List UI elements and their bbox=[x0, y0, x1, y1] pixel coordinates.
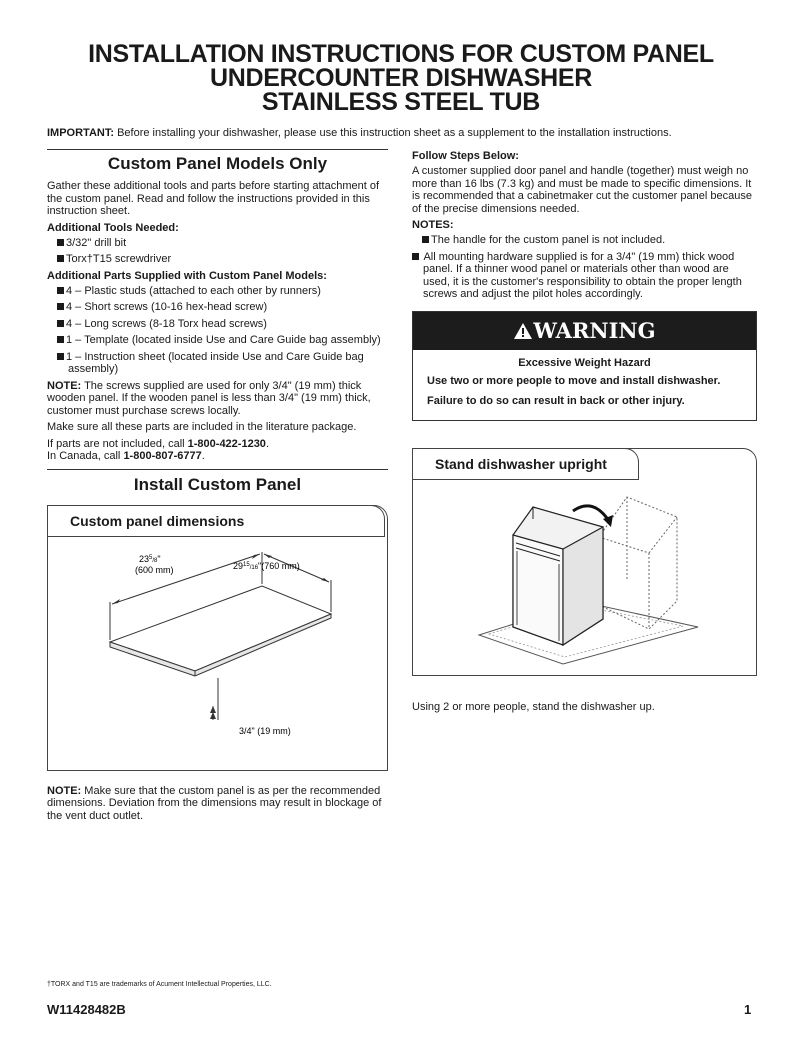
page-number: 1 bbox=[744, 1002, 752, 1017]
bottom-note: NOTE: Make sure that the custom panel is as per the recommended dimensions. Deviation from the dimensions may result in blockage of the vent duct outlet. bbox=[47, 784, 382, 822]
bullet-square-icon bbox=[57, 320, 64, 327]
upright-caption: Using 2 or more people, stand the dishwasher up. bbox=[412, 700, 655, 713]
list-item: Torx†T15 screwdriver bbox=[47, 253, 388, 266]
title-line-3: STAINLESS STEEL TUB bbox=[261, 88, 541, 116]
bullet-square-icon bbox=[57, 239, 64, 246]
panel-dimensions-diagram bbox=[48, 506, 387, 770]
warning-title: Excessive Weight Hazard bbox=[518, 356, 651, 369]
warning-banner bbox=[413, 312, 756, 350]
us-phone-number: 1-800-422-1230 bbox=[187, 437, 266, 450]
dimensions-box bbox=[47, 505, 388, 771]
parts-heading: Additional Parts Supplied with Custom Panel Models: bbox=[47, 269, 327, 282]
list-item: 1 – Instruction sheet (located inside Use and Care Guide bag assembly) bbox=[47, 351, 388, 376]
section-divider bbox=[47, 469, 388, 470]
width-dimension-mm: (600 mm) bbox=[135, 564, 174, 575]
dishwasher-upright-illustration bbox=[413, 449, 756, 675]
left-column bbox=[47, 149, 388, 826]
width-dimension-label: $23^5_{/8}$" bbox=[139, 553, 161, 564]
steps-paragraph: A customer supplied door panel and handle (together) must weigh no more than 16 lbs (7.3 kg) and must be made to specific dimensions. It is recommended that a cabinetmaker cut the customer panel because of the precise dimensions needed. bbox=[412, 165, 752, 215]
notes-list bbox=[412, 234, 757, 301]
screws-note: NOTE: The screws supplied are used for only 3/4" (19 mm) thick wooden panel. If the wooden panel is less than 3/4" (19 mm) thick, customer must purchase screws locally. bbox=[47, 379, 371, 417]
notes-heading: NOTES: bbox=[412, 219, 454, 231]
page-title bbox=[0, 42, 802, 114]
tools-heading: Additional Tools Needed: bbox=[47, 221, 179, 234]
dimensions-box-title: Custom panel dimensions bbox=[47, 505, 385, 537]
list-item: The handle for the custom panel is not included. bbox=[412, 234, 757, 247]
canada-phone-number: 1-800-807-6777 bbox=[123, 450, 202, 462]
bullet-square-icon bbox=[57, 303, 64, 310]
right-column bbox=[412, 150, 757, 717]
steps-heading: Follow Steps Below: bbox=[412, 150, 519, 162]
height-dimension-label: $29^{15}_{/16}"(760$ mm) bbox=[233, 560, 300, 571]
title-line-2: UNDERCOUNTER DISHWASHER bbox=[209, 64, 592, 92]
contact-numbers: If parts are not included, call 1-800-422-1230. In Canada, call 1-800-807-6777. bbox=[47, 437, 269, 462]
custom-panel-heading: Custom Panel Models Only bbox=[107, 154, 328, 173]
tools-list bbox=[47, 237, 388, 266]
make-sure-text: Make sure all these parts are included in the literature package. bbox=[47, 421, 357, 433]
important-text: Before installing your dishwasher, please use this instruction sheet as a supplement to the installation instructions. bbox=[114, 127, 672, 139]
list-item: All mounting hardware supplied is for a 3/4" (19 mm) thick wood panel. If a thinner wood panel or materials other than wood are used, it is the customer's responsibility to obtain the proper length screws and adjust the pilot holes accordingly. bbox=[412, 251, 757, 301]
warning-line-2: Failure to do so can result in back or other injury. bbox=[427, 395, 685, 407]
upright-box-title: Stand dishwasher upright bbox=[412, 448, 639, 480]
list-item: 3/32" drill bit bbox=[47, 237, 388, 250]
parts-list bbox=[47, 285, 388, 376]
important-notice bbox=[47, 127, 767, 139]
bullet-square-icon bbox=[57, 353, 64, 360]
upright-box bbox=[412, 448, 757, 676]
warning-box bbox=[412, 311, 757, 421]
warning-line-1: Use two or more people to move and install dishwasher. bbox=[427, 374, 721, 387]
bullet-square-icon bbox=[422, 236, 429, 243]
trademark-footnote: †TORX and T15 are trademarks of Acument Intellectual Properties, LLC. bbox=[47, 981, 272, 988]
important-label: IMPORTANT: bbox=[47, 127, 115, 139]
warning-triangle-icon bbox=[513, 322, 533, 340]
bullet-square-icon bbox=[57, 255, 64, 262]
title-line-1: INSTALLATION INSTRUCTIONS FOR CUSTOM PANEL bbox=[88, 40, 714, 68]
list-item: 1 – Template (located inside Use and Care Guide bag assembly) bbox=[47, 334, 388, 347]
document-code: W11428482B bbox=[47, 1002, 126, 1017]
warning-label: WARNING bbox=[533, 317, 656, 343]
bullet-square-icon bbox=[412, 253, 419, 260]
thickness-dimension-label: 3/4" (19 mm) bbox=[239, 725, 291, 736]
list-item: 4 – Short screws (10-16 hex-head screw) bbox=[47, 301, 388, 314]
install-panel-heading: Install Custom Panel bbox=[133, 474, 302, 494]
bullet-square-icon bbox=[57, 336, 64, 343]
bullet-square-icon bbox=[57, 287, 64, 294]
section-divider bbox=[47, 149, 388, 150]
list-item: 4 – Plastic studs (attached to each other by runners) bbox=[47, 285, 388, 298]
list-item: 4 – Long screws (8-18 Torx head screws) bbox=[47, 318, 388, 331]
intro-paragraph: Gather these additional tools and parts before starting attachment of the custom panel. Read and follow the instructions provided in this instruction sheet. bbox=[47, 180, 380, 217]
